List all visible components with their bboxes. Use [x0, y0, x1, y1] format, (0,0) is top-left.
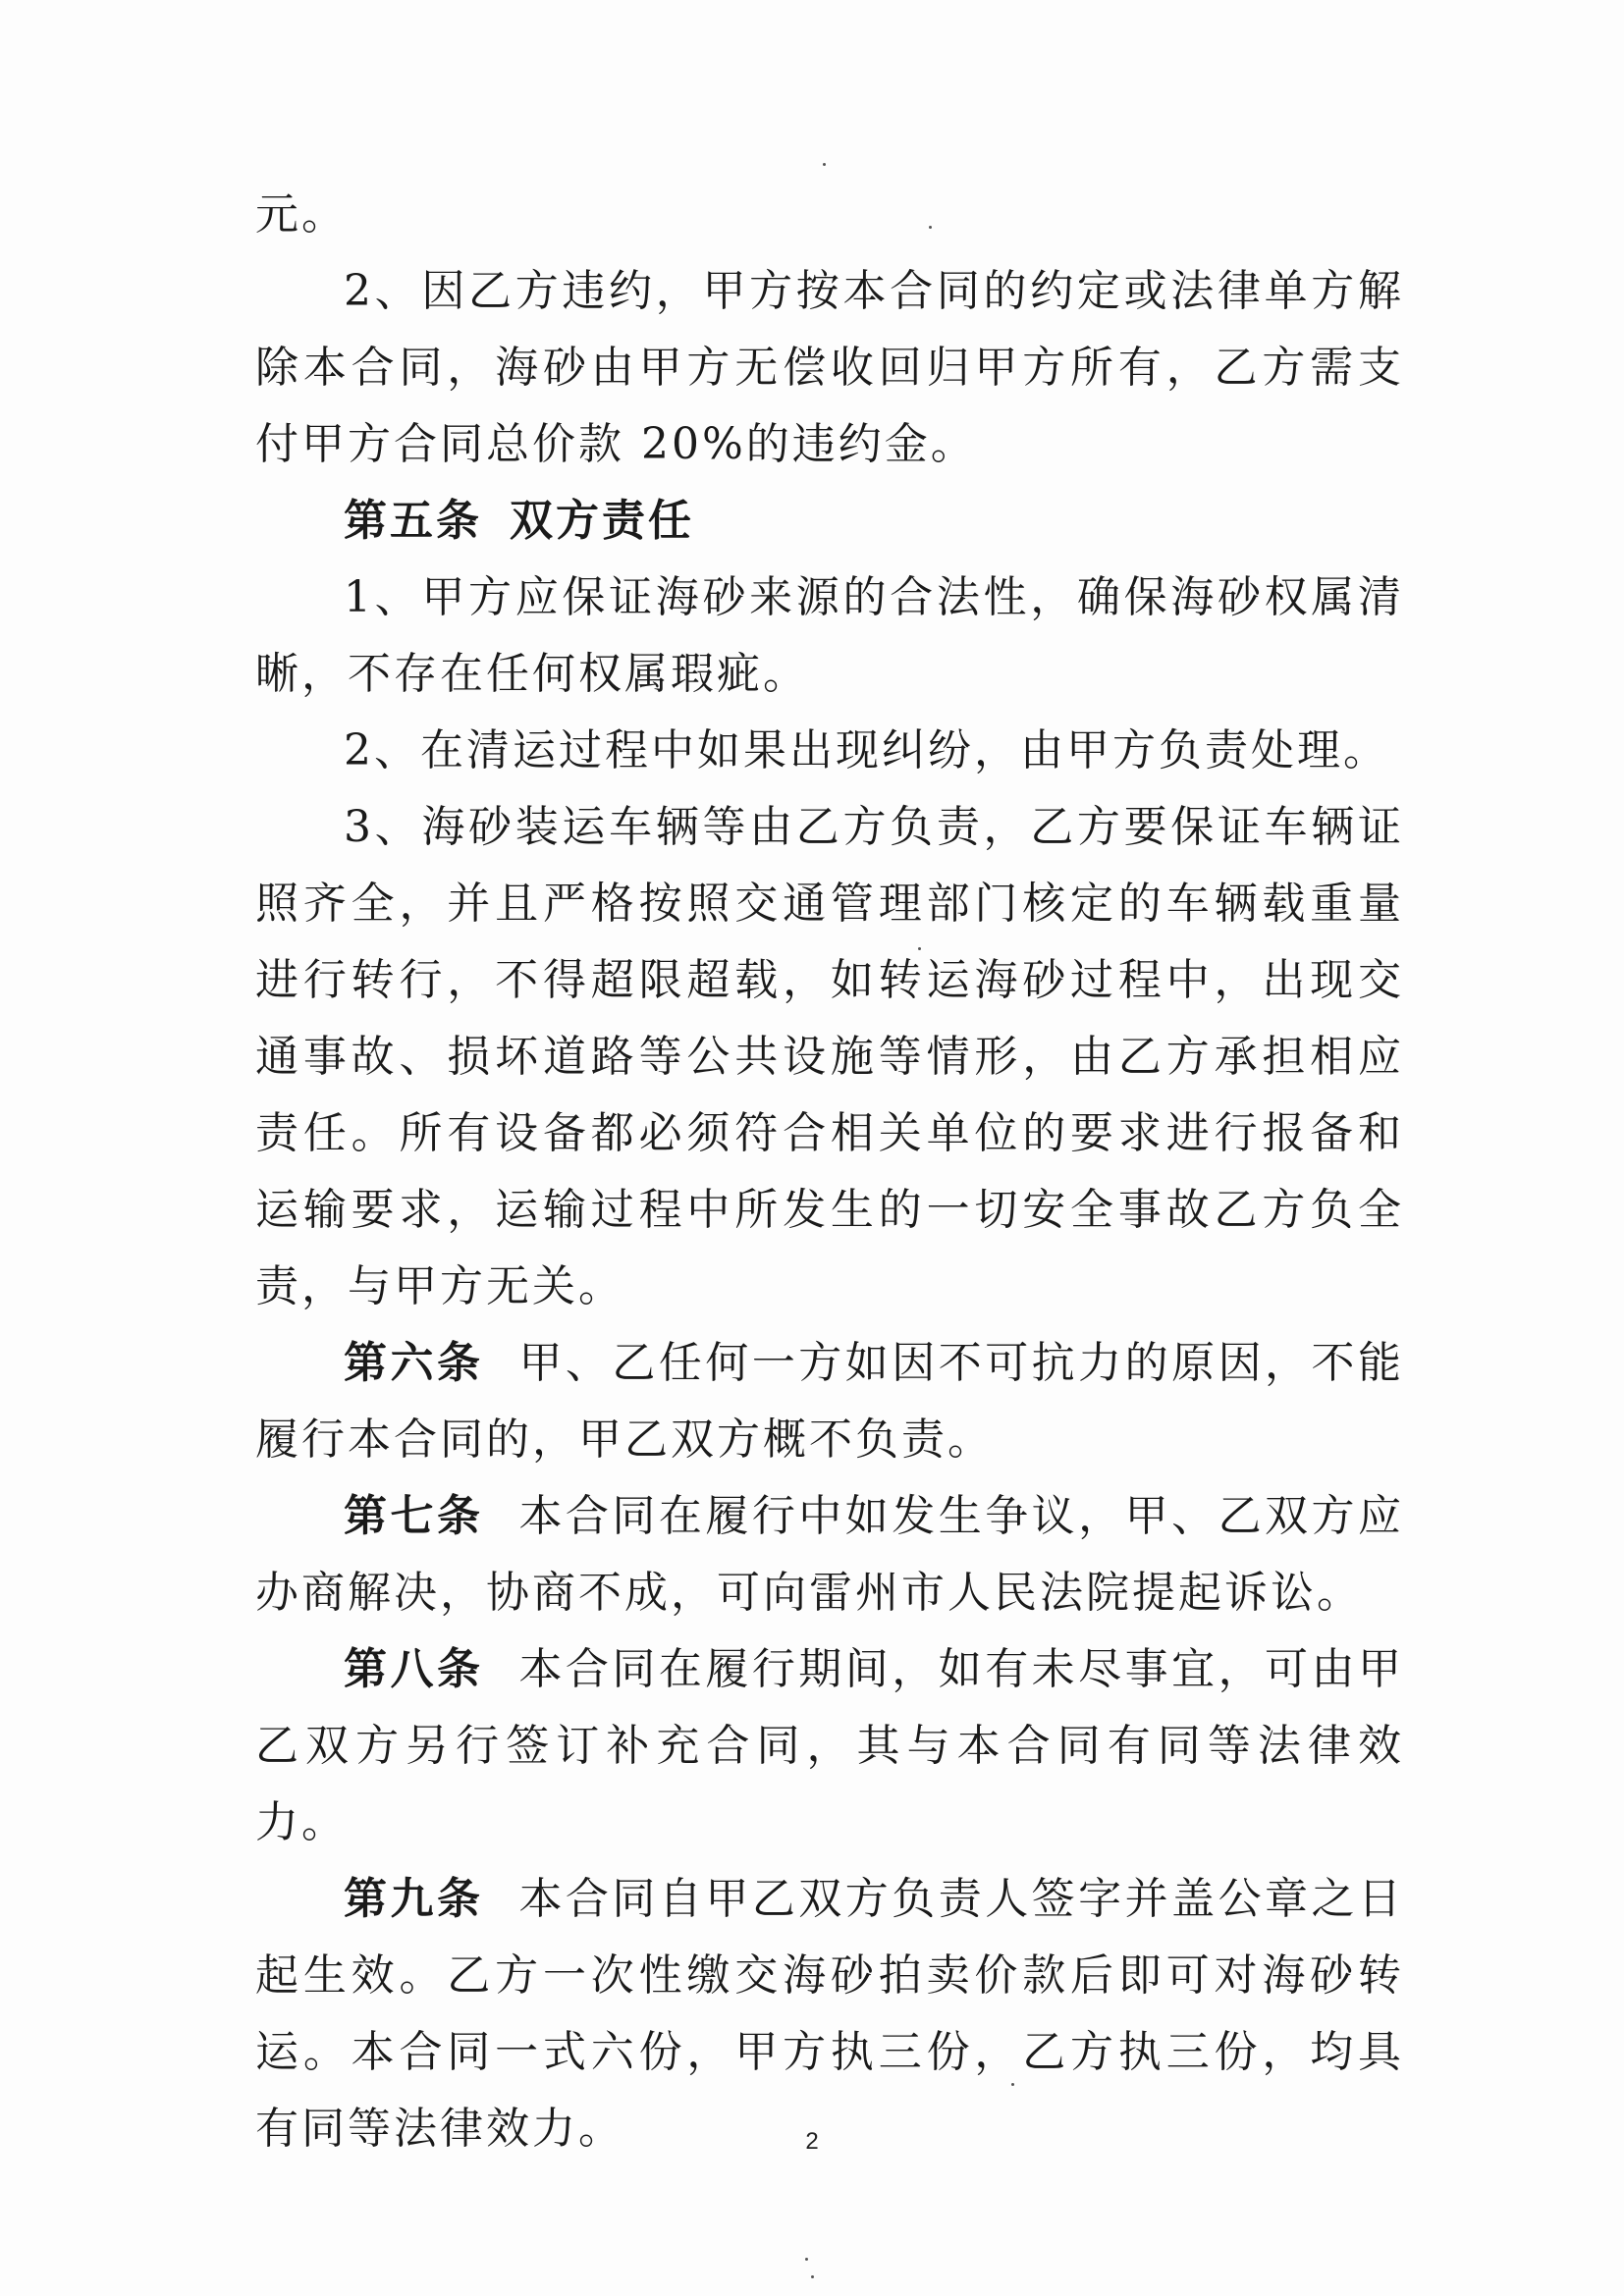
- article-7: [255, 1478, 1404, 1631]
- paragraph-text: 3、海砂装运车辆等由乙方负责，乙方要保证车辆证照齐全，并且严格按照交通管理部门核定的车辆载重量进行转行，不得超限超载，如转运海砂过程中，出现交通事故、损坏道路等公共设施等情形，由乙方承担相应责任。所有设备都必须符合相关单位的要求进行报备和运输要求，运输过程中所发生的一切安全事故乙方负全责，与甲方无关。: [255, 802, 1404, 1311]
- paragraph-text: 1、甲方应保证海砂来源的合法性，确保海砂权属清晰，不存在任何权属瑕疵。: [255, 572, 1404, 699]
- paragraph-continuation: [255, 177, 1404, 253]
- paragraph-clause-5-3: [255, 789, 1404, 1325]
- scan-speck: [918, 947, 921, 950]
- paragraph-text: 2、因乙方违约，甲方按本合同的约定或法律单方解除本合同，海砂由甲方无偿收回归甲方所有，乙方需支付甲方合同总价款 20%的违约金。: [255, 266, 1404, 469]
- article-5-heading: [255, 483, 1404, 560]
- scan-speck: [1011, 2083, 1014, 2086]
- article-label: 第八条: [344, 1644, 484, 1694]
- scan-speck: [823, 163, 826, 166]
- article-label: 第六条: [344, 1338, 484, 1388]
- article-text: 甲、乙任何一方如因不可抗力的原因，不能履行本合同的，甲乙双方概不负责。: [255, 1338, 1405, 1465]
- article-label: 第七条: [344, 1491, 484, 1541]
- article-8: [255, 1631, 1404, 1861]
- article-9: [255, 1861, 1404, 2167]
- page-number: 2: [805, 2128, 819, 2155]
- paragraph-text: 2、在清运过程中如果出现纠纷，由甲方负责处理。: [344, 725, 1389, 775]
- paragraph-clause-4-2: [255, 253, 1404, 483]
- article-text: 本合同自甲乙双方负责人签字并盖公章之日起生效。乙方一次性缴交海砂拍卖价款后即可对海砂转运。本合同一式六份，甲方执三份，乙方执三份，均具有同等法律效力。: [255, 1874, 1405, 2154]
- article-title: 双方责任: [510, 496, 694, 546]
- paragraph-text: 元。: [255, 189, 348, 240]
- scan-speck: [811, 2275, 814, 2278]
- article-label: 第九条: [344, 1874, 484, 1924]
- article-6: [255, 1325, 1404, 1478]
- paragraph-clause-5-2: [255, 713, 1404, 789]
- paragraph-clause-5-1: [255, 560, 1404, 713]
- scan-speck: [805, 2258, 808, 2261]
- article-text: 本合同在履行期间，如有未尽事宜，可由甲乙双方另行签订补充合同，其与本合同有同等法律效力。: [255, 1644, 1405, 1847]
- scan-speck: [929, 226, 932, 229]
- article-label: 第五条: [344, 496, 482, 546]
- article-text: 本合同在履行中如发生争议，甲、乙双方应办商解决，协商不成，可向雷州市人民法院提起诉讼。: [255, 1491, 1405, 1618]
- document-body: [255, 177, 1404, 2167]
